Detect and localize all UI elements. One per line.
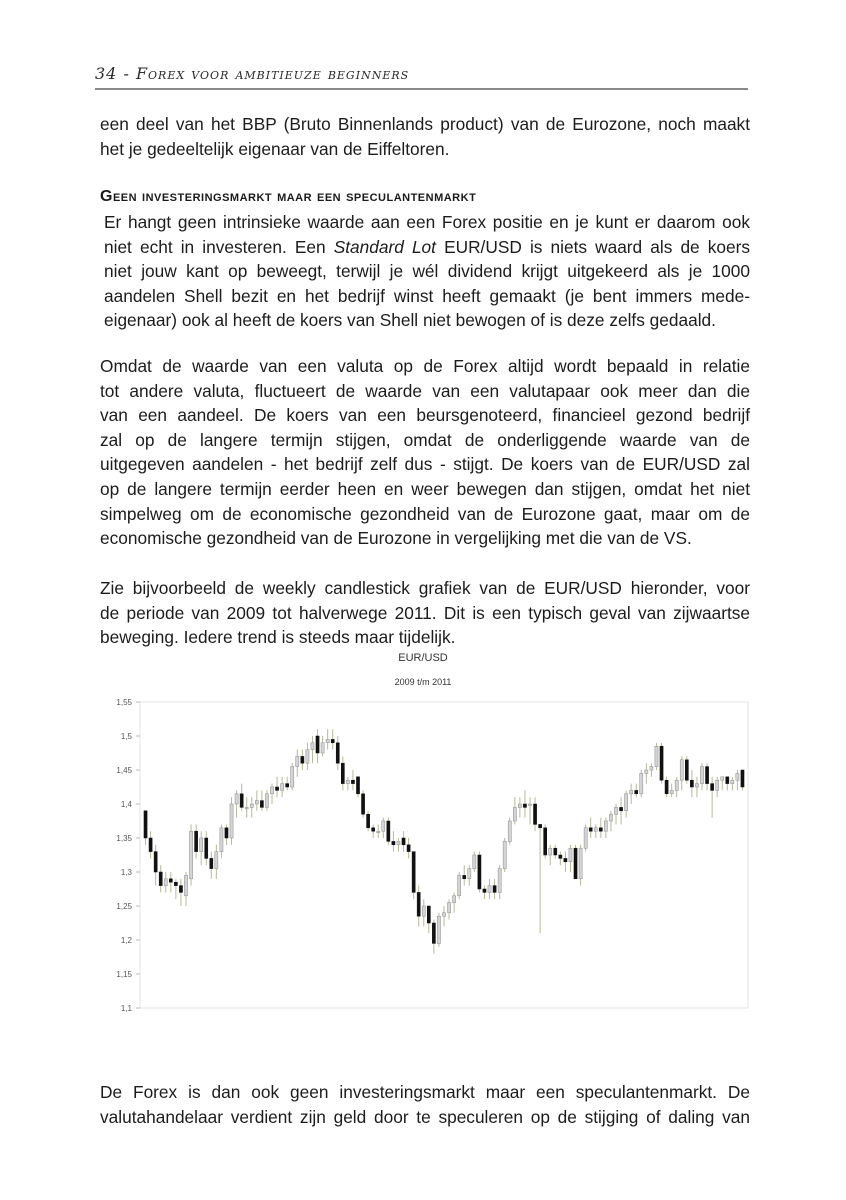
candlestick-chart — [90, 690, 760, 1020]
bearish-candle — [705, 767, 708, 784]
text-line: Omdat de waarde van een valuta op de Forex altijd wordt bepaald in relatie — [100, 356, 750, 376]
bullish-candle — [670, 790, 673, 793]
bearish-candle — [149, 838, 152, 852]
bullish-candle — [296, 756, 299, 766]
bullish-candle — [614, 807, 617, 814]
bullish-candle — [200, 838, 203, 852]
bearish-candle — [417, 892, 420, 916]
text-line: De Forex is dan ook geen investeringsmarkt maar een speculantenmarkt. De — [100, 1082, 750, 1102]
text-run: EUR/USD is niets waard als de koers — [435, 236, 751, 257]
text-line — [104, 210, 750, 235]
bearish-candle — [412, 852, 415, 893]
bullish-candle — [604, 821, 607, 831]
text-run: niet jouw kant op beweegt, terwijl je wél dividend krijgt uitgekeerd als je 1000 — [104, 261, 750, 282]
bullish-candle — [721, 777, 724, 780]
bullish-candle — [579, 848, 582, 879]
text-line: beweging. Iedere trend is steeds maar tijdelijk. — [100, 627, 456, 648]
bullish-candle — [235, 794, 238, 804]
bearish-candle — [240, 794, 243, 808]
bullish-candle — [230, 804, 233, 838]
chart-title: EUR/USD — [398, 652, 448, 664]
y-tick-label: 1,35 — [116, 834, 132, 843]
bearish-candle — [599, 828, 602, 831]
bearish-candle — [635, 790, 638, 793]
bearish-candle — [589, 828, 592, 831]
text-line: valutahandelaar verdient zijn geld door te speculeren op de stijging of daling van — [100, 1106, 750, 1127]
y-tick-label: 1,25 — [116, 902, 132, 911]
bearish-candle — [144, 811, 147, 838]
bullish-candle — [311, 743, 314, 750]
intro-paragraph — [100, 112, 750, 161]
bearish-candle — [361, 794, 364, 814]
bullish-candle — [650, 767, 653, 770]
bullish-candle — [220, 828, 223, 852]
text-run: eigenaar) ook al heeft de koers van Shell niet bewogen of is deze zelfs gedaald. — [104, 310, 716, 331]
bullish-candle — [640, 773, 643, 793]
text-line: zal op de langere termijn stijgen, omdat de onderliggende waarde van de — [100, 429, 750, 450]
bullish-candle — [609, 814, 612, 821]
bearish-candle — [533, 804, 536, 824]
bearish-candle — [169, 879, 172, 882]
bearish-candle — [154, 852, 157, 872]
bearish-candle — [685, 760, 688, 780]
bearish-candle — [402, 838, 405, 845]
text-line — [104, 284, 750, 309]
bullish-candle — [488, 886, 491, 893]
y-tick-label: 1,3 — [120, 868, 132, 877]
bearish-candle — [690, 780, 693, 787]
bearish-candle — [316, 736, 319, 753]
bullish-candle — [397, 841, 400, 844]
paragraph-intrinsic-value — [104, 210, 750, 333]
bullish-candle — [528, 804, 531, 806]
bearish-candle — [564, 858, 567, 861]
bullish-candle — [184, 875, 187, 895]
bullish-candle — [584, 828, 587, 848]
bearish-candle — [660, 746, 663, 780]
bullish-candle — [645, 770, 648, 773]
text-line — [104, 308, 750, 333]
bearish-candle — [336, 743, 339, 763]
bearish-candle — [483, 889, 486, 892]
bullish-candle — [164, 879, 167, 886]
y-tick-label: 1,5 — [120, 732, 132, 741]
text-line: het je gedeeltelijk eigenaar van de Eiffeltoren. — [100, 138, 450, 159]
bullish-candle — [250, 804, 253, 807]
bearish-candle — [195, 831, 198, 851]
y-tick-label: 1,55 — [116, 698, 132, 707]
text-run: aandelen Shell bezit en het bedrijf winst heeft gemaakt (je bent immers mede- — [104, 285, 750, 306]
bearish-candle — [179, 886, 182, 893]
emphasized-term: Standard Lot — [333, 236, 436, 257]
bullish-candle — [453, 896, 456, 903]
bullish-candle — [255, 801, 258, 804]
text-line: van een aandeel. De koers van een beursgenoteerd, financieel gezond bedrijf — [100, 405, 750, 426]
bearish-candle — [463, 875, 466, 878]
bearish-candle — [159, 872, 162, 886]
section-heading: Geen investeringsmarkt maar een speculantenmarkt — [100, 188, 477, 205]
chart-subtitle: 2009 t/m 2011 — [394, 677, 452, 687]
bearish-candle — [711, 784, 714, 791]
bearish-candle — [351, 780, 354, 783]
bullish-candle — [549, 848, 552, 855]
bearish-candle — [574, 848, 577, 879]
bullish-candle — [189, 831, 192, 879]
text-line: Zie bijvoorbeeld de weekly candlestick grafiek van de EUR/USD hieronder, voor — [100, 578, 750, 598]
bearish-candle — [372, 828, 375, 831]
bullish-candle — [377, 831, 380, 833]
bearish-candle — [331, 739, 334, 742]
page-number: 34 — [95, 64, 118, 83]
running-head-separator: - — [117, 64, 136, 83]
text-line — [104, 259, 750, 284]
bullish-candle — [655, 746, 658, 766]
bullish-candle — [215, 852, 218, 869]
bearish-candle — [341, 763, 344, 783]
bullish-candle — [594, 828, 597, 831]
text-line: economische gezondheid van de Eurozone in vergelijking met die van de VS. — [100, 528, 692, 549]
bearish-candle — [260, 801, 263, 808]
bullish-candle — [731, 780, 734, 783]
bullish-candle — [265, 794, 268, 808]
running-head — [95, 64, 748, 90]
bullish-candle — [695, 784, 698, 787]
bullish-candle — [498, 869, 501, 893]
bullish-candle — [442, 913, 445, 916]
bullish-candle — [291, 767, 294, 787]
y-tick-label: 1,1 — [120, 1004, 132, 1013]
text-run: niet echt in investeren. Een — [104, 236, 334, 257]
bullish-candle — [503, 841, 506, 868]
bearish-candle — [407, 845, 410, 852]
y-tick-label: 1,2 — [120, 936, 132, 945]
bearish-candle — [174, 882, 177, 885]
bullish-candle — [281, 784, 284, 791]
y-tick-label: 1,45 — [116, 766, 132, 775]
bullish-candle — [346, 780, 349, 783]
bearish-candle — [205, 838, 208, 858]
text-line: de periode van 2009 tot halverwege 2011. Dit is een typisch geval van zijwaartse — [100, 602, 750, 623]
bullish-candle — [468, 869, 471, 879]
bearish-candle — [367, 814, 370, 828]
text-line: op de langere termijn eerder heen en weer bewegen dan stijgen, omdat het niet — [100, 478, 750, 499]
y-tick-label: 1,15 — [116, 970, 132, 979]
bullish-candle — [630, 790, 633, 793]
bearish-candle — [539, 824, 542, 827]
text-line: uitgegeven aandelen - het bedrijf zelf dus - stijgt. De koers van de EUR/USD zal — [100, 454, 750, 475]
bullish-candle — [680, 760, 683, 780]
text-run: Er hangt geen intrinsieke waarde aan een Forex positie en je kunt er daarom ook — [104, 212, 750, 232]
bearish-candle — [387, 821, 390, 841]
bearish-candle — [225, 828, 228, 838]
bullish-candle — [306, 750, 309, 764]
bullish-candle — [700, 767, 703, 784]
y-tick-label: 1,4 — [120, 800, 132, 809]
bullish-candle — [513, 807, 516, 821]
bearish-candle — [493, 886, 496, 893]
bullish-candle — [508, 821, 511, 841]
bullish-candle — [675, 780, 678, 790]
paragraph-chart-intro — [100, 576, 750, 650]
text-line: tot andere valuta, fluctueert de waarde van een valutapaar ook meer dan die — [100, 380, 750, 401]
bearish-candle — [559, 855, 562, 858]
bullish-candle — [569, 848, 572, 862]
bullish-candle — [736, 773, 739, 780]
bullish-candle — [473, 855, 476, 869]
bullish-candle — [422, 906, 425, 916]
bullish-candle — [382, 821, 385, 831]
bearish-candle — [544, 828, 547, 855]
bullish-candle — [245, 807, 248, 809]
bearish-candle — [478, 855, 481, 889]
bullish-candle — [437, 916, 440, 943]
bullish-candle — [270, 787, 273, 794]
bearish-candle — [301, 756, 304, 763]
bullish-candle — [716, 780, 719, 790]
bearish-candle — [523, 804, 526, 807]
bearish-candle — [619, 807, 622, 810]
bearish-candle — [286, 784, 289, 787]
bearish-candle — [726, 777, 729, 784]
bullish-candle — [625, 794, 628, 811]
bearish-candle — [210, 858, 213, 868]
bullish-candle — [518, 804, 521, 807]
bullish-candle — [321, 743, 324, 753]
chart-canvas — [90, 690, 760, 1020]
bullish-candle — [326, 739, 329, 742]
book-title: Forex voor ambitieuze beginners — [135, 64, 410, 83]
bearish-candle — [275, 787, 278, 790]
bearish-candle — [356, 777, 359, 794]
bearish-candle — [741, 770, 744, 787]
bearish-candle — [665, 780, 668, 794]
bullish-candle — [458, 875, 461, 895]
paragraph-speculation — [100, 1080, 750, 1129]
bearish-candle — [427, 906, 430, 923]
bearish-candle — [554, 848, 557, 855]
text-line: een deel van het BBP (Bruto Binnenlands product) van de Eurozone, noch maakt — [100, 114, 750, 134]
bearish-candle — [392, 841, 395, 844]
bullish-candle — [447, 903, 450, 913]
paragraph-currency-fluctuation — [100, 354, 750, 551]
bearish-candle — [432, 923, 435, 943]
text-line — [104, 235, 750, 260]
text-line: simpelweg om de economische gezondheid van de Eurozone gaat, maar om de — [100, 503, 750, 524]
